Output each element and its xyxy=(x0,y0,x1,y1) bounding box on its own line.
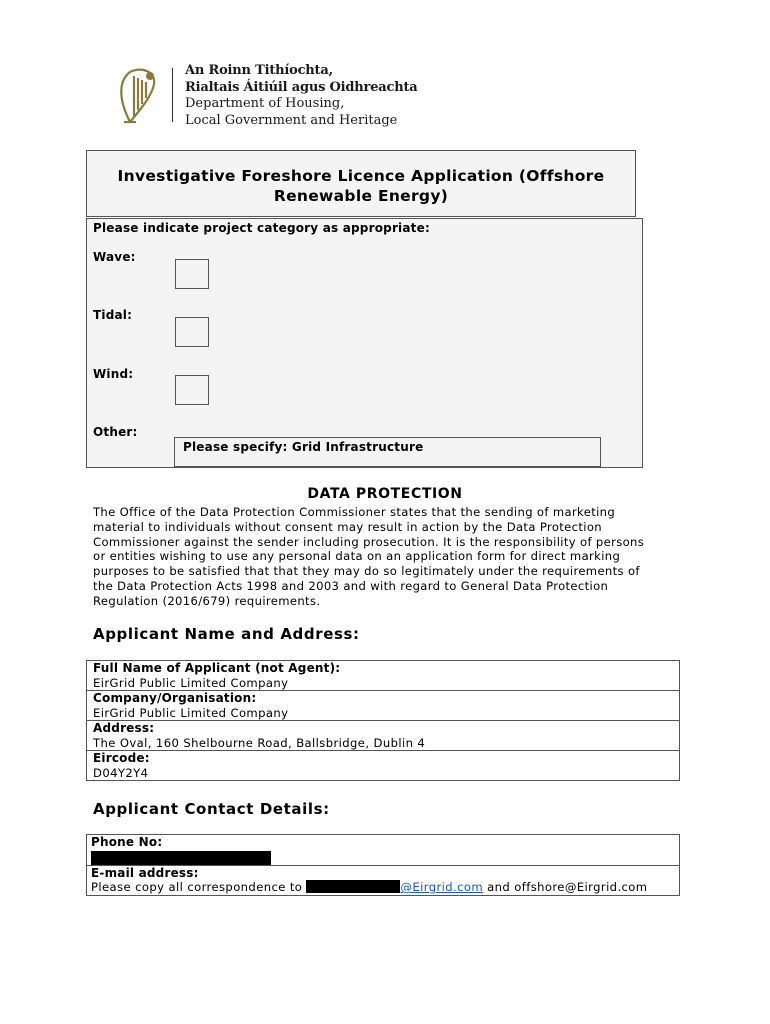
email-label: E-mail address: xyxy=(91,865,199,880)
dp-line: or entities wishing to use any personal data on an application form for direct marking xyxy=(93,549,621,564)
data-protection-heading: DATA PROTECTION xyxy=(307,486,463,502)
project-category-box xyxy=(86,218,643,468)
table-row xyxy=(87,691,680,721)
wind-label: Wind: xyxy=(93,367,134,381)
applicant-name-value: EirGrid Public Limited Company xyxy=(93,675,289,690)
logo-divider xyxy=(172,68,173,122)
department-name xyxy=(185,63,418,129)
applicant-name-cell[interactable] xyxy=(87,661,680,691)
dp-line: material to individuals without consent may result in action by the Data Protection xyxy=(93,519,602,534)
wave-label: Wave: xyxy=(93,250,136,264)
table-row xyxy=(87,721,680,751)
dp-line: purposes to be satisfied that that they may do so legitimately under the requirements of xyxy=(93,564,640,579)
company-value: EirGrid Public Limited Company xyxy=(93,705,289,720)
other-specify-text: Please specify: Grid Infrastructure xyxy=(183,440,424,454)
data-protection-text xyxy=(93,505,683,609)
dp-line: Regulation (2016/679) requirements. xyxy=(93,593,321,608)
email-suffix: and offshore@Eirgrid.com xyxy=(487,880,648,894)
applicant-name-heading: Applicant Name and Address: xyxy=(93,625,360,643)
form-title-line-1: Investigative Foreshore Licence Application (Offshore xyxy=(117,167,605,185)
email-prefix: Please copy all correspondence to xyxy=(91,880,303,894)
table-row xyxy=(87,661,680,691)
harp-logo-icon xyxy=(116,66,160,126)
email-redacted xyxy=(306,880,400,893)
eircode-label: Eircode: xyxy=(93,751,150,765)
form-title-box xyxy=(86,150,636,217)
applicant-name-label: Full Name of Applicant (not Agent): xyxy=(93,661,341,675)
dept-line-english-1: Department of Housing, xyxy=(185,96,345,111)
eircode-value: D04Y2Y4 xyxy=(93,765,149,780)
table-row xyxy=(87,865,680,895)
contact-details-heading: Applicant Contact Details: xyxy=(93,800,330,818)
dept-line-english-2: Local Government and Heritage xyxy=(185,112,398,128)
phone-label: Phone No: xyxy=(91,835,163,849)
email-link[interactable]: @Eirgrid.com xyxy=(400,880,484,894)
email-cell[interactable] xyxy=(87,865,680,895)
dp-line: the Data Protection Acts 1998 and 2003 and with regard to General Data Protection xyxy=(93,578,609,593)
email-value xyxy=(91,880,679,895)
phone-cell[interactable] xyxy=(87,835,680,866)
tidal-checkbox[interactable] xyxy=(175,317,209,347)
form-title xyxy=(87,166,635,206)
category-prompt: Please indicate project category as appropriate: xyxy=(93,221,430,235)
address-label: Address: xyxy=(93,721,155,735)
address-cell[interactable] xyxy=(87,721,680,751)
tidal-label: Tidal: xyxy=(93,308,133,322)
other-specify-field[interactable] xyxy=(174,437,601,467)
contact-table xyxy=(86,834,680,896)
wind-checkbox[interactable] xyxy=(175,375,209,405)
table-row xyxy=(87,751,680,781)
eircode-cell[interactable] xyxy=(87,751,680,781)
table-row xyxy=(87,835,680,866)
dept-line-irish-2: Rialtais Áitiúil agus Oidhreachta xyxy=(185,79,418,95)
form-title-line-2: Renewable Energy) xyxy=(273,187,449,205)
company-label: Company/Organisation: xyxy=(93,691,257,705)
dept-line-irish-1: An Roinn Tithíochta, xyxy=(185,63,333,78)
address-value: The Oval, 160 Shelbourne Road, Ballsbridge, Dublin 4 xyxy=(93,735,426,750)
company-cell[interactable] xyxy=(87,691,680,721)
other-label: Other: xyxy=(93,425,138,439)
wave-checkbox[interactable] xyxy=(175,259,209,289)
applicant-table xyxy=(86,660,680,781)
dp-line: Commissioner against the sender including prosecution. It is the responsibility of persons xyxy=(93,534,645,549)
dp-line: The Office of the Data Protection Commissioner states that the sending of marketing xyxy=(93,505,616,519)
phone-redacted xyxy=(91,851,271,865)
